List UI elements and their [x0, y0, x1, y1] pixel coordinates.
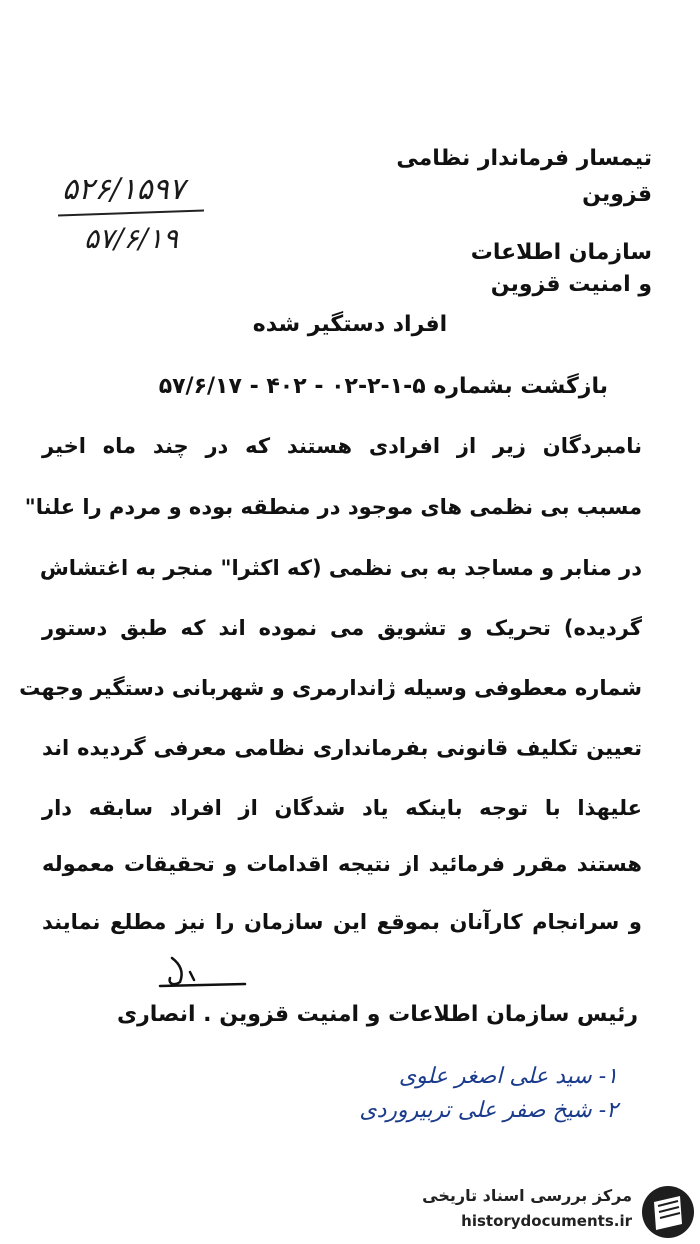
reference-line: بازگشت بشماره ۵-۱-۲-۰۲ - ۴۰۲ - ۵۷/۶/۱۷ — [158, 374, 608, 399]
handwritten-number: ۵۲۶/۱۵۹۷ — [62, 172, 185, 207]
body-line: مسبب بی نظمی های موجود در منطقه بوده و مردم را علنا" — [24, 495, 642, 519]
signature-text: رئیس سازمان اطلاعات و امنیت قزوین . انصاری — [116, 1002, 638, 1027]
signature-mark — [150, 950, 250, 1000]
name-entry: ۱- سید علی اصغر علوی — [398, 1064, 618, 1089]
org-line-2: و امنیت قزوین — [490, 272, 652, 297]
org-line-1: سازمان اطلاعات — [470, 240, 652, 265]
subject-line: افراد دستگیر شده — [252, 312, 448, 337]
body-line: علیهذا با توجه باینکه یاد شدگان از افراد سابقه دار — [42, 796, 642, 820]
name-entry: ۲- شیخ صفر علی تربیروردی — [359, 1098, 618, 1123]
body-line: هستند مقرر فرمائید از نتیجه اقدامات و تحقیقات معموله — [42, 852, 642, 876]
body-line: گردیده) تحریک و تشویق می نموده اند که طبق دستور — [42, 616, 642, 640]
body-line: تعیین تکلیف قانونی بفرمانداری نظامی معرفی گردیده اند — [42, 736, 642, 760]
handwritten-divider — [58, 209, 204, 216]
watermark-url[interactable]: historydocuments.ir — [461, 1212, 632, 1230]
archive-logo-icon — [640, 1184, 696, 1240]
watermark-footer — [420, 1184, 696, 1238]
addressee-line-1: تیمسار فرماندار نظامی — [396, 146, 652, 171]
body-line: و سرانجام کارآنان بموقع این سازمان را نیز مطلع نمایند — [42, 910, 642, 934]
handwritten-date: ۵۷/۶/۱۹ — [84, 222, 179, 255]
body-line: شماره معطوفی وسیله ژاندارمری و شهربانی دستگیر وجهت — [19, 676, 642, 700]
addressee-line-2: قزوین — [582, 182, 652, 207]
body-line: نامبردگان زیر از افرادی هستند که در چند ماه اخیر — [42, 434, 642, 458]
body-line: در منابر و مساجد به بی نظمی (که اکثرا" منجر به اغتشاش — [39, 556, 642, 580]
watermark-site-name: مرکز بررسی اسناد تاریخی — [422, 1186, 632, 1205]
